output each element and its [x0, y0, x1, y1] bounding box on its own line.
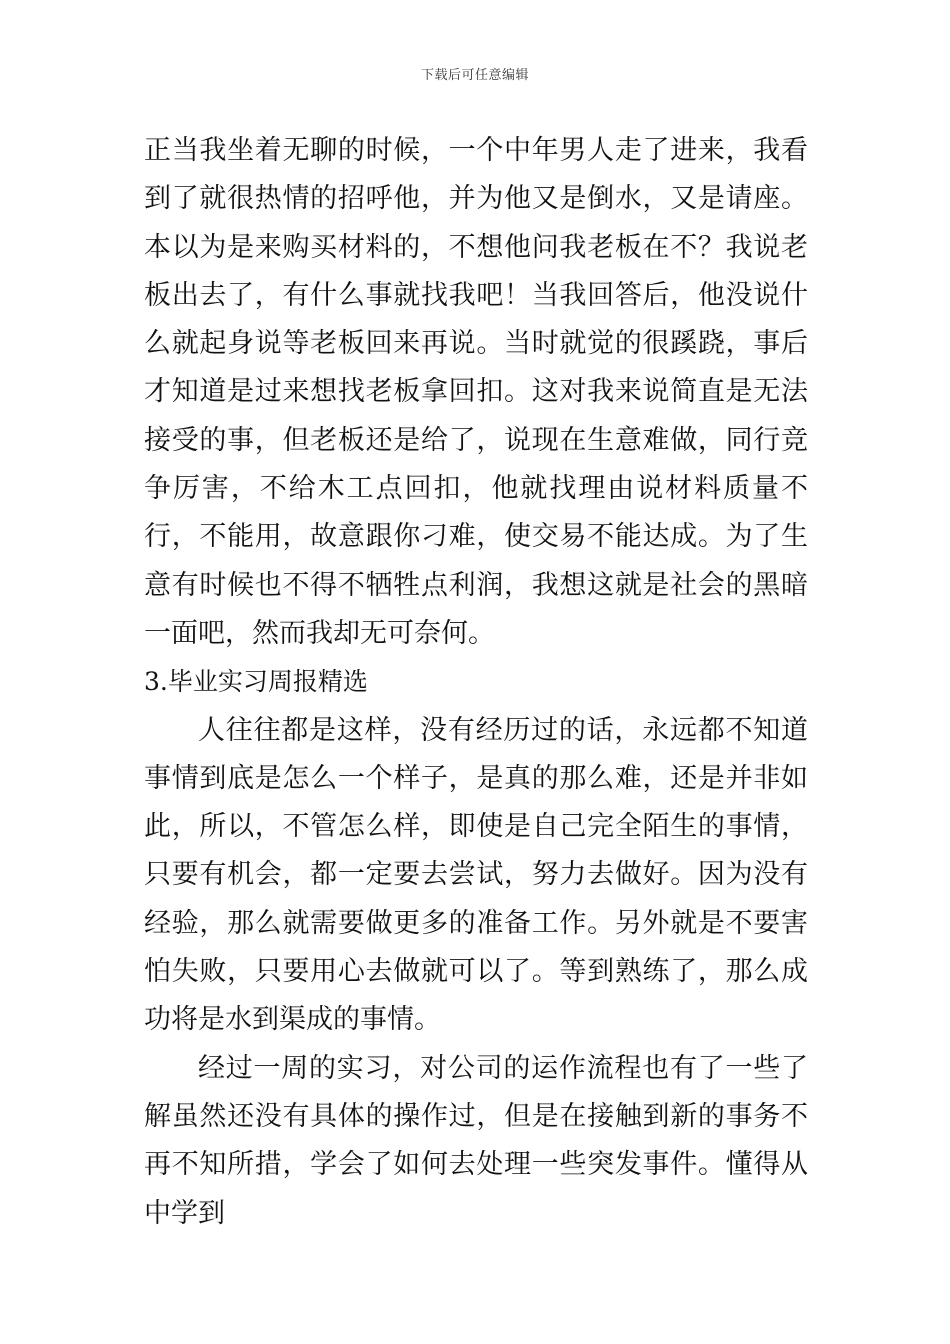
document-body — [144, 127, 808, 1238]
page-header: 下载后可任意编辑 — [420, 68, 529, 83]
paragraph-2: 人往往都是这样，没有经历过的话，永远都不知道事情到底是怎么一个样子，是真的那么难，还是并非如此，所以，不管怎么样，即使是自己完全陌生的事情，只要有机会，都一定要去尝试，努力去做好。因为没有经验，那么就需要做更多的准备工作。另外就是不要害怕失败，只要用心去做就可以了。等到熟练了，那么成功将是水到渠成的事情。 — [144, 714, 808, 1036]
paragraph-1: 正当我坐着无聊的时候，一个中年男人走了进来，我看到了就很热情的招呼他，并为他又是倒水，又是请座。本以为是来购买材料的，不想他问我老板在不？我说老板出去了，有什么事就找我吧！当我回答后，他没说什么就起身说等老板回来再说。当时就觉的很蹊跷，事后才知道是过来想找老板拿回扣。这对我来说简直是无法接受的事，但老板还是给了，说现在生意难做，同行竞争厉害，不给木工点回扣，他就找理由说材料质量不行，不能用，故意跟你刁难，使交易不能达成。为了生意有时候也不得不牺牲点利润，我想这就是社会的黑暗一面吧，然而我却无可奈何。 — [144, 135, 808, 649]
section-heading: 3.毕业实习周报精选 — [144, 667, 368, 697]
paragraph-3: 经过一周的实习，对公司的运作流程也有了一些了解虽然还没有具体的操作过，但是在接触到新的事务不再不知所措，学会了如何去处理一些突发事件。懂得从中学到 — [144, 1052, 808, 1229]
